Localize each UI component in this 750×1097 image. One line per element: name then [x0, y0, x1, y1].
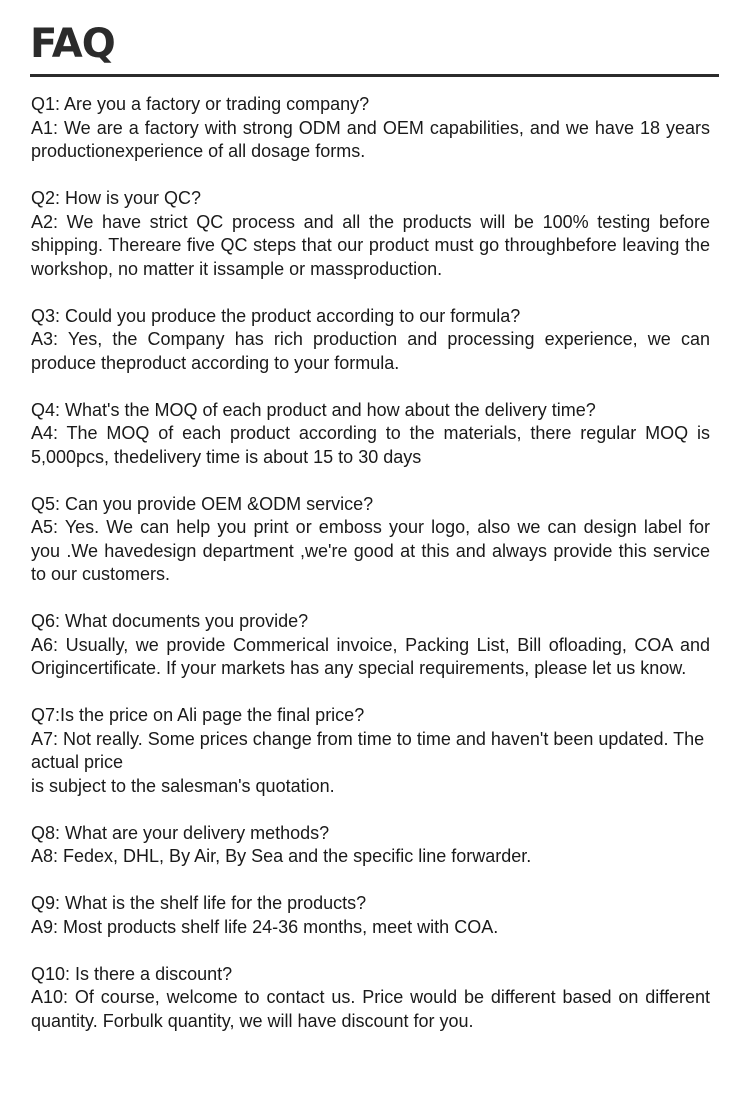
- faq-item: [31, 305, 710, 376]
- faq-question: Q9: What is the shelf life for the products?: [31, 893, 367, 913]
- faq-item: [31, 187, 710, 281]
- faq-question: Q3: Could you produce the product according to our formula?: [31, 305, 521, 326]
- faq-answer: [31, 845, 710, 869]
- faq-question: Q10: Is there a discount?: [31, 963, 233, 984]
- faq-answer: [31, 117, 710, 164]
- faq-answer: [31, 422, 710, 469]
- faq-answer: [31, 986, 710, 1033]
- faq-header: [30, 16, 719, 77]
- faq-question: Q7:Is the price on Ali page the final price?: [31, 705, 365, 725]
- faq-answer: [31, 728, 710, 799]
- faq-item: [31, 399, 710, 470]
- faq-answer-line: A3: Yes, the Company has rich production and processing experience, we can produce theproduct according to your formula.: [31, 329, 710, 373]
- page-title: FAQ: [30, 21, 115, 67]
- faq-answer-line: A6: Usually, we provide Commerical invoice, Packing List, Bill ofloading, COA and Origincertificate. If your markets has any special requirements, please let us know.: [31, 634, 710, 678]
- faq-question: Q8: What are your delivery methods?: [31, 822, 330, 843]
- faq-answer-line: A10: Of course, welcome to contact us. Price would be different based on different quantity. Forbulk quantity, we will have discount for you.: [31, 987, 710, 1031]
- faq-item: [31, 93, 710, 164]
- faq-answer-line: A5: Yes. We can help you print or emboss your logo, also we can design label for you .We havedesign department ,we're good at this and always provide this service to our customers.: [31, 517, 710, 584]
- faq-question: Q2: How is your QC?: [31, 188, 202, 208]
- faq-list: [31, 93, 710, 1057]
- faq-answer-line: A1: We are a factory with strong ODM and OEM capabilities, and we have 18 years productionexperience of all dosage forms.: [31, 117, 710, 161]
- faq-answer: [31, 211, 710, 282]
- faq-answer-line: A4: The MOQ of each product according to the materials, there regular MOQ is 5,000pcs, thedelivery time is about 15 to 30 days: [31, 423, 710, 467]
- faq-answer: [31, 328, 710, 375]
- faq-item: [31, 963, 710, 1034]
- faq-answer: [31, 634, 710, 681]
- faq-question: Q5: Can you provide OEM &ODM service?: [31, 493, 374, 514]
- faq-answer-line: A8: Fedex, DHL, By Air, By Sea and the specific line forwarder.: [31, 846, 532, 866]
- faq-question: Q1: Are you a factory or trading company?: [31, 94, 370, 114]
- faq-question: Q6: What documents you provide?: [31, 611, 309, 631]
- faq-item: [31, 610, 710, 681]
- faq-answer-line: A7: Not really. Some prices change from time to time and haven't been updated. The actual price: [31, 728, 705, 772]
- faq-answer-line: is subject to the salesman's quotation.: [31, 775, 335, 796]
- faq-item: [31, 822, 710, 869]
- title-divider: [30, 74, 719, 77]
- faq-item: [31, 892, 710, 939]
- faq-answer-line: A9: Most products shelf life 24-36 months, meet with COA.: [31, 916, 499, 937]
- faq-answer-line: A2: We have strict QC process and all the products will be 100% testing before shipping. Thereare five QC steps that our product must go throughbefore leaving the workshop, no matter it issample or massproduction.: [31, 211, 710, 279]
- faq-item: [31, 493, 710, 587]
- faq-answer: [31, 916, 710, 940]
- faq-answer: [31, 516, 710, 587]
- faq-question: Q4: What's the MOQ of each product and how about the delivery time?: [31, 399, 596, 420]
- faq-item: [31, 704, 710, 798]
